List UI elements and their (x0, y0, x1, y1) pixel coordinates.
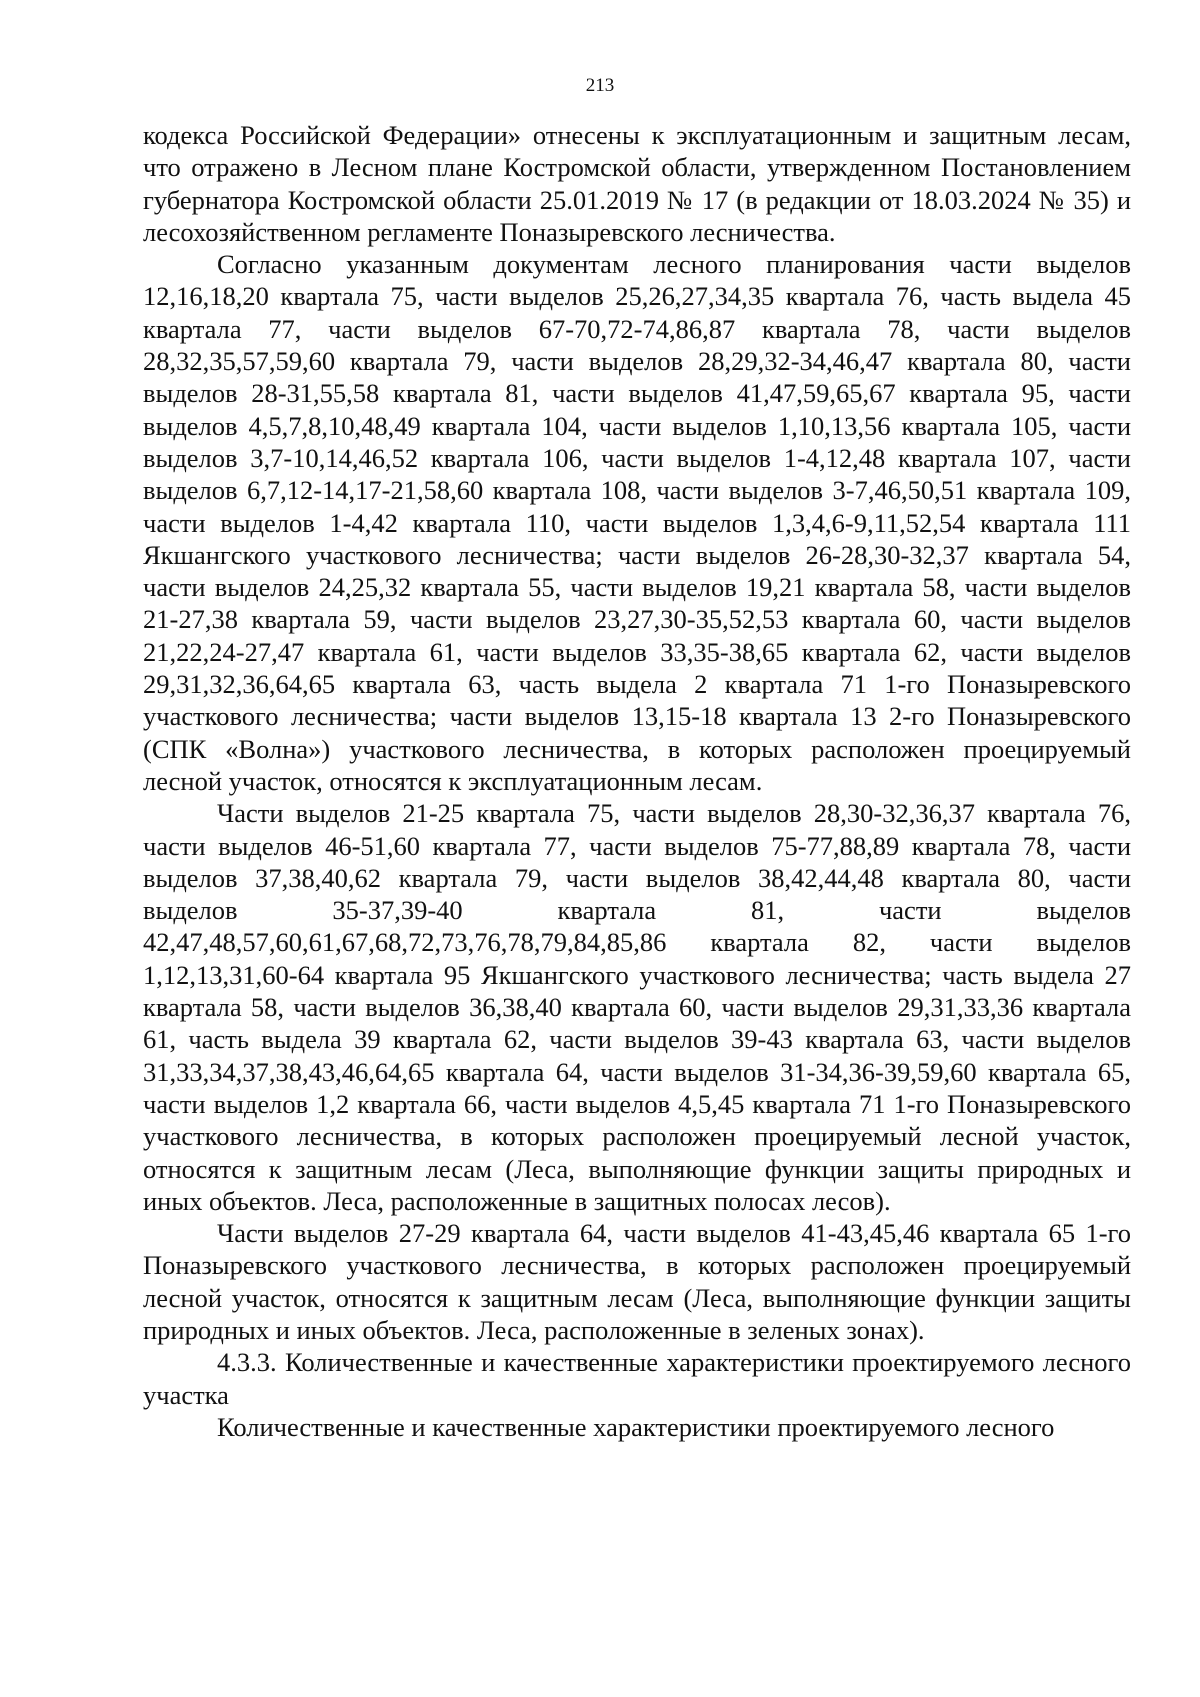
paragraph-protective-forests-strips: Части выделов 21-25 квартала 75, части выделов 28,30-32,36,37 квартала 76, части выделов 46-51,60 квартала 77, части выделов 75-77,88,89 квартала 78, части выделов 37,38,40,62 квартала 79, части выделов 38,42,44,48 квартала 80, части выделов 35-37,39-40 квартала 81, части выделов 42,47,48,57,60,61,67,68,72,73,76,78,79,84,85,86 квартала 82, части выделов 1,12,13,31,60-64 квартала 95 Якшангского участкового лесничества; часть выдела 27 квартала 58, части выделов 36,38,40 квартала 60, части выделов 29,31,33,36 квартала 61, часть выдела 39 квартала 62, части выделов 39-43 квартала 63, части выделов 31,33,34,37,38,43,46,64,65 квартала 64, части выделов 31-34,36-39,59,60 квартала 65, части выделов 1,2 квартала 66, части выделов 4,5,45 квартала 71 1-го Поназыревского участкового лесничества, в которых расположен проецируемый лесной участок, относятся к защитным лесам (Леса, выполняющие функции защиты природных и иных объектов. Леса, расположенные в защитных полосах лесов). (143, 798, 1131, 1216)
paragraph-operational-forests: Согласно указанным документам лесного планирования части выделов 12,16,18,20 квартала 75, части выделов 25,26,27,34,35 квартала 76, часть выдела 45 квартала 77, части выделов 67-70,72-74,86,87 квартала 78, части выделов 28,32,35,57,59,60 квартала 79, части выделов 28,29,32-34,46,47 квартала 80, части выделов 28-31,55,58 квартала 81, части выделов 41,47,59,65,67 квартала 95, части выделов 4,5,7,8,10,48,49 квартала 104, части выделов 1,10,13,56 квартала 105, части выделов 3,7-10,14,46,52 квартала 106, части выделов 1-4,12,48 квартала 107, части выделов 6,7,12-14,17-21,58,60 квартала 108, части выделов 3-7,46,50,51 квартала 109, части выделов 1-4,42 квартала 110, части выделов 1,3,4,6-9,11,52,54 квартала 111 Якшангского участкового лесничества; части выделов 26-28,30-32,37 квартала 54, части выделов 24,25,32 квартала 55, части выделов 19,21 квартала 58, части выделов 21-27,38 квартала 59, части выделов 23,27,30-35,52,53 квартала 60, части выделов 21,22,24-27,47 квартала 61, части выделов 33,35-38,65 квартала 62, части выделов 29,31,32,36,64,65 квартала 63, часть выдела 2 квартала 71 1-го Поназыревского участкового лесничества; части выделов 13,15-18 квартала 13 2-го Поназыревского (СПК «Волна») участкового лесничества, в которых расположен проецируемый лесной участок, относятся к эксплуатационным лесам. (143, 249, 1131, 796)
text-body (143, 119, 1131, 1443)
paragraph-continued: кодекса Российской Федерации» отнесены к эксплуатационным и защитным лесам, что отражено в Лесном плане Костромской области, утвержденном Постановлением губернатора Костромской области 25.01.2019 № 17 (в редакции от 18.03.2024 № 35) и лесохозяйственном регламенте Поназыревского лесничества. (143, 120, 1131, 247)
paragraph-characteristics: Количественные и качественные характеристики проектируемого лесного (217, 1411, 1055, 1442)
section-heading-4-3-3: 4.3.3. Количественные и качественные характеристики проектируемого лесного участка (143, 1347, 1131, 1410)
page-number: 213 (585, 75, 615, 96)
paragraph-protective-forests-green-zones: Части выделов 27-29 квартала 64, части выделов 41-43,45,46 квартала 65 1-го Поназыревского участкового лесничества, в которых расположен проецируемый лесной участок, относятся к защитным лесам (Леса, выполняющие функции защиты природных и иных объектов. Леса, расположенные в зеленых зонах). (143, 1218, 1131, 1345)
